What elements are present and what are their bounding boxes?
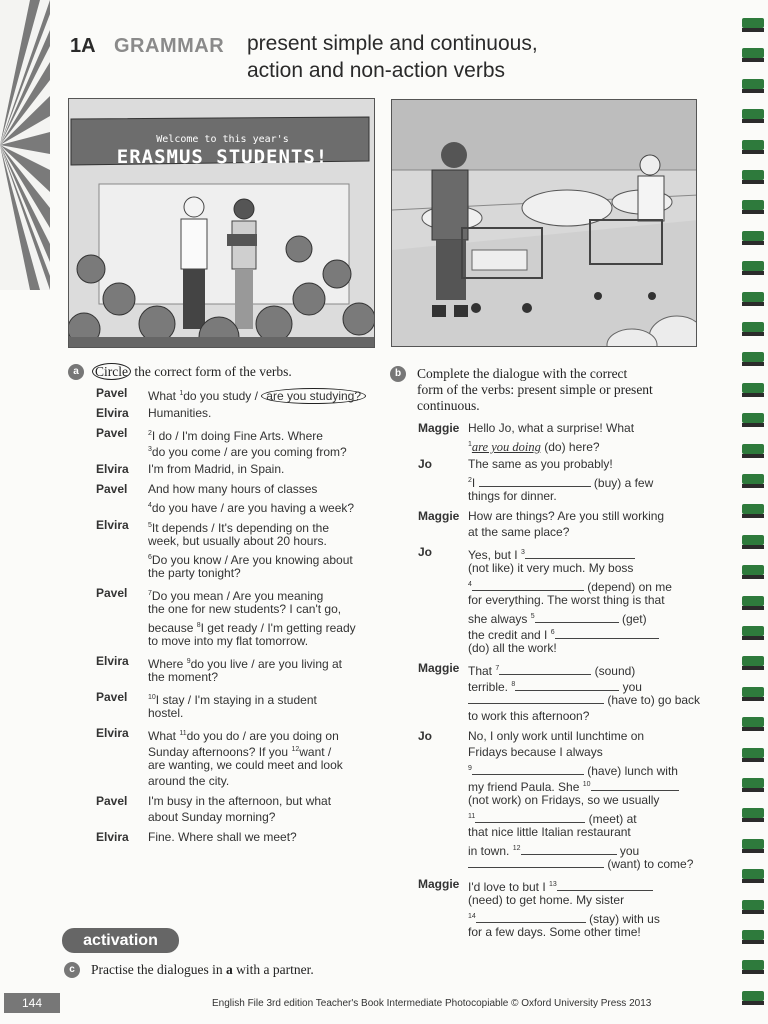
line-text: And how many hours of classes xyxy=(148,482,318,496)
dialogue-line xyxy=(148,498,354,516)
line-text: for everything. The worst thing is that xyxy=(468,593,665,607)
binding-ring xyxy=(742,535,764,549)
line-text: I xyxy=(471,476,479,490)
answer-blank[interactable] xyxy=(468,693,604,704)
line-text: for a few days. Some other time! xyxy=(468,925,641,939)
exercise-a-badge: a xyxy=(68,364,84,380)
binding-ring xyxy=(742,565,764,579)
dialogue-line xyxy=(468,437,600,455)
speaker-name: Jo xyxy=(418,729,433,743)
item-number: 10 xyxy=(148,694,156,701)
item-number: 6 xyxy=(148,554,152,561)
dialogue-line xyxy=(148,634,308,649)
speaker-name: Pavel xyxy=(96,690,128,704)
example-answer: are you doing xyxy=(471,440,541,454)
line-text: that nice little Italian restaurant xyxy=(468,825,631,839)
line-text: terrible. xyxy=(468,680,512,694)
binding-ring xyxy=(742,504,764,518)
binding-ring xyxy=(742,292,764,306)
banner-erasmus-text: ERASMUS STUDENTS! xyxy=(116,146,329,168)
item-number: 12 xyxy=(512,845,521,852)
dialogue-line xyxy=(148,810,275,825)
item-number: 12 xyxy=(291,746,300,753)
binding-ring xyxy=(742,200,764,214)
item-number: 8 xyxy=(511,681,516,688)
line-text: want / xyxy=(299,745,332,759)
speaker-name: Maggie xyxy=(418,509,460,523)
binding-ring xyxy=(742,79,764,93)
line-text: I do / I'm doing Fine Arts. Where xyxy=(151,429,323,443)
line-text: she always xyxy=(468,612,531,626)
item-number: 11 xyxy=(179,730,187,737)
answer-blank[interactable] xyxy=(521,844,617,855)
line-text: do you study / xyxy=(183,389,262,403)
footer-credit: English File 3rd edition Teacher's Book Intermediate Photocopiable © Oxford University Press 2013 xyxy=(212,998,652,1009)
title-line-1: present simple and continuous, xyxy=(247,32,538,55)
answer-blank[interactable] xyxy=(499,664,591,675)
line-text: (have) lunch with xyxy=(583,764,678,778)
speaker-name: Elvira xyxy=(96,518,129,532)
item-number: 8 xyxy=(196,622,201,629)
line-text: Fine. Where shall we meet? xyxy=(148,830,297,844)
binding-ring xyxy=(742,140,764,154)
exercise-c-text-end: with a partner. xyxy=(232,962,314,977)
line-text: in town. xyxy=(468,844,513,858)
answer-blank[interactable] xyxy=(557,880,653,891)
speaker-name: Jo xyxy=(418,457,433,471)
dialogue-line xyxy=(148,462,284,477)
line-text: at the same place? xyxy=(468,525,570,539)
item-number: 4 xyxy=(468,581,472,588)
line-text: Do you mean / Are you meaning xyxy=(151,589,324,603)
line-text: I'd love to but I xyxy=(468,880,550,894)
line-text: because xyxy=(148,621,197,635)
speaker-name: Elvira xyxy=(96,462,129,476)
line-text: (stay) with us xyxy=(585,912,660,926)
speaker-name: Maggie xyxy=(418,877,460,891)
line-text: are wanting, we could meet and look xyxy=(148,758,343,772)
dialogue-line xyxy=(468,593,665,608)
line-text: (do) all the work! xyxy=(468,641,557,655)
instruction-line: Complete the dialogue with the correct xyxy=(417,366,628,381)
binding-ring xyxy=(742,656,764,670)
item-number: 7 xyxy=(495,665,500,672)
binding-ring xyxy=(742,839,764,853)
exercise-c-badge: c xyxy=(64,962,80,978)
item-number: 14 xyxy=(468,913,476,920)
instruction-line: form of the verbs: present simple or present xyxy=(417,382,653,397)
line-text: (want) to come? xyxy=(604,857,694,871)
binding-ring xyxy=(742,109,764,123)
binding-ring xyxy=(742,869,764,883)
dialogue-line xyxy=(468,745,603,760)
line-text: Hello Jo, what a surprise! What xyxy=(468,421,635,435)
binding-ring xyxy=(742,474,764,488)
speaker-name: Maggie xyxy=(418,421,460,435)
line-text: (sound) xyxy=(591,664,636,678)
line-text: Do you know / Are you knowing about xyxy=(151,553,353,567)
dialogue-line xyxy=(148,758,343,773)
line-text: do you live / are you living at xyxy=(190,657,343,671)
answer-blank[interactable] xyxy=(535,612,619,623)
line-text: (do) here? xyxy=(540,440,600,454)
line-text: I stay / I'm staying in a student xyxy=(155,693,317,707)
binding-ring xyxy=(742,960,764,974)
binding-ring xyxy=(742,778,764,792)
answer-blank[interactable] xyxy=(591,780,679,791)
binding-ring xyxy=(742,18,764,32)
exercise-b-instruction xyxy=(417,366,653,414)
answer-blank[interactable] xyxy=(515,680,619,691)
spiral-binding xyxy=(738,0,768,1024)
line-text: hostel. xyxy=(148,706,184,720)
dialogue-line xyxy=(148,670,218,685)
line-text: (depend) on me xyxy=(583,580,672,594)
line-text: do you do / are you doing on xyxy=(186,729,339,743)
item-number: 10 xyxy=(582,781,591,788)
line-text: the credit and I xyxy=(468,628,551,642)
binding-ring xyxy=(742,413,764,427)
dialogue-line xyxy=(148,566,241,581)
line-text: I'm from Madrid, in Spain. xyxy=(148,462,285,476)
dialogue-line xyxy=(468,421,634,436)
answer-blank[interactable] xyxy=(472,764,584,775)
circled-answer: are you studying? xyxy=(261,388,366,404)
dialogue-line xyxy=(148,442,347,460)
dialogue-line xyxy=(468,561,633,576)
dialogue-line xyxy=(468,489,557,504)
circle-word: Circle xyxy=(92,363,131,380)
line-text: Where xyxy=(148,657,187,671)
item-number: 13 xyxy=(549,881,557,888)
answer-blank[interactable] xyxy=(468,857,604,868)
line-text: do you come / are you coming from? xyxy=(151,445,347,459)
line-text: How are things? Are you still working xyxy=(468,509,665,523)
line-text: Yes, but I xyxy=(468,548,521,562)
line-text: the party tonight? xyxy=(148,566,241,580)
answer-blank[interactable] xyxy=(479,476,591,487)
item-number: 6 xyxy=(550,629,555,636)
binding-ring xyxy=(742,991,764,1005)
dialogue-line xyxy=(468,857,693,872)
item-number: 3 xyxy=(520,549,525,556)
binding-ring xyxy=(742,383,764,397)
item-number: 4 xyxy=(148,502,152,509)
dialogue-line xyxy=(468,509,664,524)
speaker-name: Pavel xyxy=(96,586,128,600)
dialogue-line xyxy=(148,406,211,421)
speaker-name: Elvira xyxy=(96,654,129,668)
speaker-name: Elvira xyxy=(96,830,129,844)
line-text: Humanities. xyxy=(148,406,212,420)
speaker-name: Pavel xyxy=(96,386,128,400)
activation-label: activation xyxy=(62,928,179,953)
item-number: 1 xyxy=(179,390,184,397)
speaker-name: Elvira xyxy=(96,406,129,420)
item-number: 11 xyxy=(468,813,476,820)
line-text: you xyxy=(619,680,642,694)
answer-blank[interactable] xyxy=(475,812,585,823)
line-text: I get ready / I'm getting ready xyxy=(200,621,356,635)
dialogue-line xyxy=(468,709,589,724)
exercise-c-ref: a xyxy=(225,962,233,977)
line-text: about Sunday morning? xyxy=(148,810,276,824)
binding-ring xyxy=(742,596,764,610)
item-number: 5 xyxy=(530,613,535,620)
item-number: 3 xyxy=(148,446,152,453)
exercise-c-instruction xyxy=(91,962,314,978)
speaker-name: Elvira xyxy=(96,726,129,740)
instruction-line: continuous. xyxy=(417,398,480,413)
dialogue-line xyxy=(148,602,341,617)
line-text: week, but usually about 20 hours. xyxy=(148,534,327,548)
page-number: 144 xyxy=(4,993,60,1013)
dialogue-line xyxy=(468,825,631,840)
line-text: What xyxy=(148,729,180,743)
binding-ring xyxy=(742,748,764,762)
item-number: 7 xyxy=(148,590,152,597)
sunburst-decoration xyxy=(0,0,50,290)
item-number: 1 xyxy=(468,441,472,448)
binding-ring xyxy=(742,626,764,640)
binding-ring xyxy=(742,261,764,275)
line-text: What xyxy=(148,389,180,403)
dialogue-line xyxy=(468,457,613,472)
line-text: (need) to get home. My sister xyxy=(468,893,625,907)
dialogue-line xyxy=(148,482,317,497)
unit-code: 1A xyxy=(70,35,96,57)
dialogue-line xyxy=(468,641,557,656)
answer-blank[interactable] xyxy=(472,580,584,591)
exercise-a-instruction xyxy=(92,364,292,380)
speaker-name: Jo xyxy=(418,545,433,559)
line-text: my friend Paula. She xyxy=(468,780,583,794)
item-number: 2 xyxy=(468,477,472,484)
binding-ring xyxy=(742,352,764,366)
line-text: to move into my flat tomorrow. xyxy=(148,634,309,648)
dialogue-line xyxy=(468,893,624,908)
exercise-c-text: Practise the dialogues in xyxy=(91,962,226,977)
dialogue-line xyxy=(468,693,700,708)
illustration-students-welcome xyxy=(68,98,375,348)
binding-ring xyxy=(742,444,764,458)
dialogue-line xyxy=(148,386,366,404)
dialogue-line xyxy=(148,830,297,845)
line-text: (buy) a few xyxy=(590,476,654,490)
line-text: you xyxy=(616,844,640,858)
speaker-name: Pavel xyxy=(96,426,128,440)
line-text: the one for new students? I can't go, xyxy=(148,602,342,616)
speaker-name: Pavel xyxy=(96,482,128,496)
binding-ring xyxy=(742,930,764,944)
line-text: I'm busy in the afternoon, but what xyxy=(148,794,332,808)
speaker-name: Maggie xyxy=(418,661,460,675)
answer-blank[interactable] xyxy=(476,912,586,923)
dialogue-line xyxy=(468,525,569,540)
speaker-name: Pavel xyxy=(96,794,128,808)
line-text: It depends / It's depending on the xyxy=(151,521,329,535)
exercise-b-badge: b xyxy=(390,366,406,382)
line-text: The same as you probably! xyxy=(468,457,613,471)
binding-ring xyxy=(742,717,764,731)
line-text: (have to) go back xyxy=(604,693,701,707)
line-text: (not like) it very much. My boss xyxy=(468,561,634,575)
item-number: 9 xyxy=(468,765,472,772)
title-line-2: action and non-action verbs xyxy=(247,59,505,82)
banner-welcome-text: Welcome to this year's xyxy=(156,134,289,145)
binding-ring xyxy=(742,322,764,336)
line-text: Fridays because I always xyxy=(468,745,603,759)
line-text: No, I only work until lunchtime on xyxy=(468,729,645,743)
line-text: That xyxy=(468,664,496,678)
dialogue-line xyxy=(468,925,641,940)
binding-ring xyxy=(742,687,764,701)
item-number: 9 xyxy=(186,658,191,665)
illustration-supermarket xyxy=(391,99,697,347)
binding-ring xyxy=(742,808,764,822)
dialogue-line xyxy=(468,793,659,808)
dialogue-line xyxy=(148,534,327,549)
line-text: (meet) at xyxy=(585,812,637,826)
line-text: (get) xyxy=(618,612,647,626)
item-number: 2 xyxy=(148,430,152,437)
line-text: to work this afternoon? xyxy=(468,709,590,723)
item-number: 5 xyxy=(148,522,152,529)
line-text: things for dinner. xyxy=(468,489,557,503)
line-text: (not work) on Fridays, so we usually xyxy=(468,793,660,807)
section-label: GRAMMAR xyxy=(114,35,225,57)
binding-ring xyxy=(742,170,764,184)
dialogue-line xyxy=(148,794,331,809)
binding-ring xyxy=(742,900,764,914)
line-text: do you have / are you having a week? xyxy=(151,501,355,515)
dialogue-line xyxy=(148,706,183,721)
binding-ring xyxy=(742,231,764,245)
dialogue-line xyxy=(468,729,644,744)
line-text: around the city. xyxy=(148,774,230,788)
binding-ring xyxy=(742,48,764,62)
line-text: the moment? xyxy=(148,670,219,684)
answer-blank[interactable] xyxy=(555,628,659,639)
line-text: Sunday afternoons? If you xyxy=(148,745,292,759)
answer-blank[interactable] xyxy=(525,548,635,559)
exercise-a-instruction-rest: the correct form of the verbs. xyxy=(131,364,292,379)
dialogue-line xyxy=(148,774,229,789)
